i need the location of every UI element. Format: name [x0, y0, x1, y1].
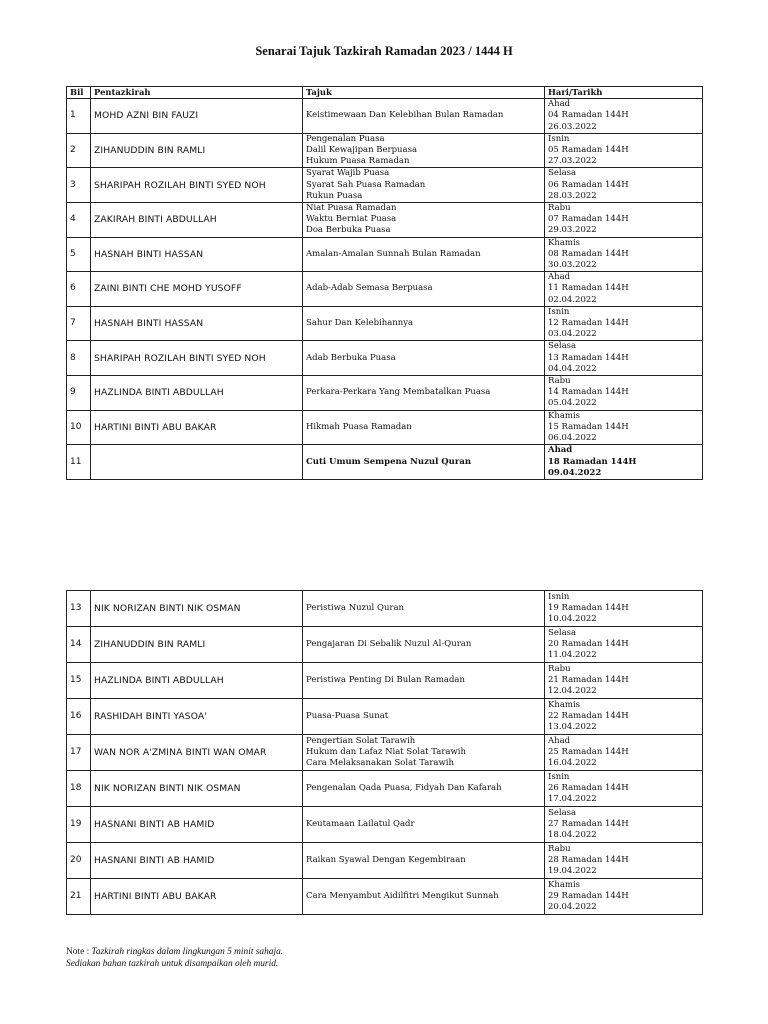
- cell-tajuk: [303, 203, 545, 238]
- cell-tajuk: [303, 843, 545, 879]
- cell-hari-tarikh-line: 11.04.2022: [548, 650, 597, 661]
- cell-hari-tarikh: [545, 272, 703, 307]
- cell-hari-tarikh-line: 06 Ramadan 144H: [548, 179, 629, 190]
- cell-pentazkirah: HARTINI BINTI ABU BAKAR: [91, 410, 303, 445]
- cell-bil: 5: [67, 237, 91, 272]
- cell-tajuk: [303, 807, 545, 843]
- cell-tajuk-line: Keistimewaan Dan Kelebihan Bulan Ramadan: [306, 110, 504, 121]
- cell-hari-tarikh: [545, 203, 703, 238]
- cell-hari-tarikh: [545, 306, 703, 341]
- table-row: [67, 272, 703, 307]
- cell-bil: 8: [67, 341, 91, 376]
- cell-hari-tarikh: [545, 99, 703, 134]
- cell-tajuk-line: Cara Melaksanakan Solat Tarawih: [306, 758, 454, 769]
- cell-hari-tarikh-line: Isnin: [548, 591, 570, 602]
- cell-tajuk: [303, 591, 545, 627]
- note-line-1: Tazkirah ringkas dalam lingkungan 5 minit sahaja.: [91, 947, 284, 957]
- cell-tajuk: [303, 306, 545, 341]
- schedule-body-1: [67, 99, 703, 480]
- header-bil: Bil: [67, 87, 91, 99]
- cell-pentazkirah: RASHIDAH BINTI YASOA': [91, 699, 303, 735]
- cell-pentazkirah: HAZLINDA BINTI ABDULLAH: [91, 376, 303, 411]
- cell-hari-tarikh: [545, 168, 703, 203]
- cell-hari-tarikh-line: 11 Ramadan 144H: [548, 283, 629, 294]
- cell-hari-tarikh-line: Rabu: [548, 376, 571, 387]
- cell-hari-tarikh-line: Khamis: [548, 237, 581, 248]
- schedule-table-1: [66, 86, 703, 480]
- cell-hari-tarikh-line: 05 Ramadan 144H: [548, 145, 629, 156]
- cell-hari-tarikh-line: 28.03.2022: [548, 190, 597, 201]
- cell-pentazkirah: HASNANI BINTI AB HAMID: [91, 807, 303, 843]
- cell-tajuk: [303, 771, 545, 807]
- header-pentazkirah: Pentazkirah: [91, 87, 303, 99]
- cell-bil: 7: [67, 306, 91, 341]
- cell-tajuk-line: Hukum dan Lafaz Niat Solat Tarawih: [306, 746, 466, 757]
- table-row: [67, 376, 703, 411]
- cell-hari-tarikh-line: Ahad: [548, 99, 571, 110]
- cell-bil: 3: [67, 168, 91, 203]
- footnote: [66, 946, 283, 970]
- schedule-body-2: [67, 591, 703, 915]
- cell-tajuk-line: Waktu Berniat Puasa: [306, 214, 397, 225]
- cell-pentazkirah: [91, 445, 303, 480]
- cell-hari-tarikh-line: 15 Ramadan 144H: [548, 421, 629, 432]
- cell-hari-tarikh-line: 05.04.2022: [548, 398, 597, 409]
- cell-hari-tarikh: [545, 771, 703, 807]
- table-row: [67, 237, 703, 272]
- cell-hari-tarikh-line: 09.04.2022: [548, 467, 602, 478]
- cell-hari-tarikh-line: 26 Ramadan 144H: [548, 782, 629, 793]
- table-row: [67, 341, 703, 376]
- cell-bil: 6: [67, 272, 91, 307]
- table-row: [67, 879, 703, 915]
- cell-hari-tarikh-line: 18.04.2022: [548, 830, 597, 841]
- cell-tajuk-line: Rukun Puasa: [306, 190, 363, 201]
- cell-hari-tarikh-line: 20.04.2022: [548, 902, 597, 913]
- cell-tajuk: [303, 699, 545, 735]
- cell-hari-tarikh: [545, 133, 703, 168]
- cell-hari-tarikh-line: 22 Ramadan 144H: [548, 710, 629, 721]
- cell-pentazkirah: ZIHANUDDIN BIN RAMLI: [91, 133, 303, 168]
- cell-tajuk: [303, 879, 545, 915]
- cell-hari-tarikh: [545, 237, 703, 272]
- note-prefix: Note :: [66, 947, 92, 957]
- cell-bil: 11: [67, 445, 91, 480]
- cell-tajuk-line: Perkara-Perkara Yang Membatalkan Puasa: [306, 387, 491, 398]
- cell-pentazkirah: NIK NORIZAN BINTI NIK OSMAN: [91, 771, 303, 807]
- cell-hari-tarikh-line: Isnin: [548, 306, 570, 317]
- cell-pentazkirah: HASNANI BINTI AB HAMID: [91, 843, 303, 879]
- cell-hari-tarikh-line: 21 Ramadan 144H: [548, 674, 629, 685]
- table-row: [67, 771, 703, 807]
- cell-bil: 17: [67, 735, 91, 771]
- cell-hari-tarikh-line: 29 Ramadan 144H: [548, 890, 629, 901]
- cell-hari-tarikh-line: Rabu: [548, 203, 571, 214]
- cell-hari-tarikh: [545, 699, 703, 735]
- table-row: [67, 807, 703, 843]
- cell-bil: 21: [67, 879, 91, 915]
- cell-pentazkirah: SHARIPAH ROZILAH BINTI SYED NOH: [91, 168, 303, 203]
- cell-hari-tarikh-line: Ahad: [548, 445, 573, 456]
- table-row: [67, 627, 703, 663]
- cell-hari-tarikh-line: Rabu: [548, 663, 571, 674]
- cell-pentazkirah: MOHD AZNI BIN FAUZI: [91, 99, 303, 134]
- schedule-table-2: [66, 590, 703, 915]
- cell-tajuk-line: Niat Puasa Ramadan: [306, 203, 397, 214]
- cell-tajuk-line: Pengertian Solat Tarawih: [306, 735, 416, 746]
- cell-hari-tarikh: [545, 627, 703, 663]
- cell-tajuk-line: Adab-Adab Semasa Berpuasa: [306, 283, 433, 294]
- cell-bil: 10: [67, 410, 91, 445]
- cell-hari-tarikh-line: Selasa: [548, 341, 577, 352]
- cell-bil: 9: [67, 376, 91, 411]
- cell-hari-tarikh-line: Selasa: [548, 627, 577, 638]
- cell-tajuk: [303, 376, 545, 411]
- cell-bil: 19: [67, 807, 91, 843]
- cell-hari-tarikh-line: 27.03.2022: [548, 156, 597, 167]
- table-header-row: [67, 87, 703, 99]
- cell-pentazkirah: ZIHANUDDIN BIN RAMLI: [91, 627, 303, 663]
- cell-pentazkirah: HASNAH BINTI HASSAN: [91, 306, 303, 341]
- cell-hari-tarikh-line: 19 Ramadan 144H: [548, 602, 629, 613]
- cell-hari-tarikh-line: Rabu: [548, 843, 571, 854]
- cell-bil: 15: [67, 663, 91, 699]
- cell-hari-tarikh-line: Ahad: [548, 735, 571, 746]
- cell-pentazkirah: ZAINI BINTI CHE MOHD YUSOFF: [91, 272, 303, 307]
- cell-tajuk-line: Pengajaran Di Sebalik Nuzul Al-Quran: [306, 638, 472, 649]
- cell-hari-tarikh-line: Isnin: [548, 133, 570, 144]
- cell-tajuk-line: Amalan-Amalan Sunnah Bulan Ramadan: [306, 248, 481, 259]
- cell-tajuk-line: Pengenalan Qada Puasa, Fidyah Dan Kafarah: [306, 782, 502, 793]
- cell-hari-tarikh-line: 16.04.2022: [548, 758, 597, 769]
- cell-tajuk: [303, 272, 545, 307]
- cell-tajuk: [303, 410, 545, 445]
- cell-tajuk-line: Syarat Sah Puasa Ramadan: [306, 179, 426, 190]
- page-title: Senarai Tajuk Tazkirah Ramadan 2023 / 1444 H: [255, 44, 513, 58]
- cell-tajuk-line: Peristiwa Nuzul Quran: [306, 602, 405, 613]
- cell-tajuk-line: Peristiwa Penting Di Bulan Ramadan: [306, 674, 465, 685]
- table-row: [67, 699, 703, 735]
- cell-hari-tarikh-line: Selasa: [548, 807, 577, 818]
- cell-hari-tarikh-line: 25 Ramadan 144H: [548, 746, 629, 757]
- table-row: [67, 843, 703, 879]
- cell-hari-tarikh: [545, 807, 703, 843]
- cell-tajuk: [303, 627, 545, 663]
- cell-bil: 20: [67, 843, 91, 879]
- table-row: [67, 591, 703, 627]
- cell-tajuk-line: Sahur Dan Kelebihannya: [306, 318, 414, 329]
- cell-tajuk-line: Hikmah Puasa Ramadan: [306, 421, 412, 432]
- cell-hari-tarikh-line: 20 Ramadan 144H: [548, 638, 629, 649]
- cell-bil: 2: [67, 133, 91, 168]
- cell-tajuk-line: Adab Berbuka Puasa: [306, 352, 396, 363]
- cell-hari-tarikh-line: 13.04.2022: [548, 722, 597, 733]
- cell-bil: 14: [67, 627, 91, 663]
- cell-hari-tarikh: [545, 843, 703, 879]
- table-row: [67, 306, 703, 341]
- cell-tajuk-line: Dalil Kewajipan Berpuasa: [306, 145, 418, 156]
- cell-tajuk: [303, 133, 545, 168]
- cell-hari-tarikh-line: 14 Ramadan 144H: [548, 387, 629, 398]
- cell-tajuk: [303, 341, 545, 376]
- cell-hari-tarikh-line: Khamis: [548, 410, 581, 421]
- cell-hari-tarikh-line: 04 Ramadan 144H: [548, 110, 629, 121]
- cell-tajuk: [303, 168, 545, 203]
- cell-hari-tarikh-line: 13 Ramadan 144H: [548, 352, 629, 363]
- cell-bil: 4: [67, 203, 91, 238]
- cell-bil: 18: [67, 771, 91, 807]
- cell-hari-tarikh-line: 08 Ramadan 144H: [548, 248, 629, 259]
- cell-hari-tarikh-line: 28 Ramadan 144H: [548, 854, 629, 865]
- cell-hari-tarikh-line: Selasa: [548, 168, 577, 179]
- cell-tajuk-line: Syarat Wajib Puasa: [306, 168, 390, 179]
- table-row: [67, 445, 703, 480]
- cell-hari-tarikh-line: 30.03.2022: [548, 260, 597, 271]
- cell-hari-tarikh-line: 17.04.2022: [548, 794, 597, 805]
- cell-hari-tarikh: [545, 879, 703, 915]
- cell-pentazkirah: HASNAH BINTI HASSAN: [91, 237, 303, 272]
- cell-tajuk-line: Puasa-Puasa Sunat: [306, 710, 389, 721]
- cell-hari-tarikh-line: 10.04.2022: [548, 614, 597, 625]
- cell-hari-tarikh-line: Khamis: [548, 879, 581, 890]
- cell-hari-tarikh-line: 03.04.2022: [548, 329, 597, 340]
- header-tajuk: Tajuk: [303, 87, 545, 99]
- cell-tajuk-line: Doa Berbuka Puasa: [306, 225, 391, 236]
- table-row: [67, 410, 703, 445]
- table-row: [67, 168, 703, 203]
- cell-hari-tarikh-line: 12.04.2022: [548, 686, 597, 697]
- cell-tajuk: [303, 445, 545, 480]
- cell-hari-tarikh-line: 06.04.2022: [548, 433, 597, 444]
- cell-hari-tarikh-line: 02.04.2022: [548, 294, 597, 305]
- cell-hari-tarikh-line: 29.03.2022: [548, 225, 597, 236]
- cell-pentazkirah: WAN NOR A'ZMINA BINTI WAN OMAR: [91, 735, 303, 771]
- cell-tajuk-line: Hukum Puasa Ramadan: [306, 156, 410, 167]
- cell-hari-tarikh-line: Ahad: [548, 272, 571, 283]
- cell-hari-tarikh: [545, 341, 703, 376]
- table-row: [67, 133, 703, 168]
- table-row: [67, 735, 703, 771]
- cell-hari-tarikh: [545, 591, 703, 627]
- table-row: [67, 663, 703, 699]
- cell-bil: 1: [67, 99, 91, 134]
- cell-hari-tarikh: [545, 445, 703, 480]
- cell-tajuk: [303, 237, 545, 272]
- cell-hari-tarikh-line: Khamis: [548, 699, 581, 710]
- cell-bil: 16: [67, 699, 91, 735]
- cell-hari-tarikh: [545, 735, 703, 771]
- table-row: [67, 203, 703, 238]
- cell-hari-tarikh: [545, 376, 703, 411]
- cell-tajuk: [303, 99, 545, 134]
- cell-tajuk: [303, 735, 545, 771]
- cell-bil: 13: [67, 591, 91, 627]
- cell-hari-tarikh-line: 07 Ramadan 144H: [548, 214, 629, 225]
- cell-pentazkirah: ZAKIRAH BINTI ABDULLAH: [91, 203, 303, 238]
- cell-hari-tarikh: [545, 410, 703, 445]
- cell-tajuk-line: Raikan Syawal Dengan Kegembiraan: [306, 854, 466, 865]
- note-line-2: Sediakan bahan tazkirah untuk disampaikan oleh murid.: [66, 959, 279, 969]
- cell-pentazkirah: HARTINI BINTI ABU BAKAR: [91, 879, 303, 915]
- cell-hari-tarikh-line: 12 Ramadan 144H: [548, 318, 629, 329]
- cell-pentazkirah: NIK NORIZAN BINTI NIK OSMAN: [91, 591, 303, 627]
- table-row: [67, 99, 703, 134]
- cell-hari-tarikh-line: Isnin: [548, 771, 570, 782]
- cell-hari-tarikh-line: 18 Ramadan 144H: [548, 456, 637, 467]
- cell-hari-tarikh: [545, 663, 703, 699]
- cell-hari-tarikh-line: 04.04.2022: [548, 363, 597, 374]
- cell-tajuk-line: Cara Menyambut Aidilfitri Mengikut Sunnah: [306, 890, 499, 901]
- cell-hari-tarikh-line: 26.03.2022: [548, 121, 597, 132]
- cell-pentazkirah: HAZLINDA BINTI ABDULLAH: [91, 663, 303, 699]
- cell-tajuk-line: Pengenalan Puasa: [306, 133, 385, 144]
- cell-hari-tarikh-line: 27 Ramadan 144H: [548, 818, 629, 829]
- cell-pentazkirah: SHARIPAH ROZILAH BINTI SYED NOH: [91, 341, 303, 376]
- cell-tajuk: [303, 663, 545, 699]
- cell-tajuk-line: Cuti Umum Sempena Nuzul Quran: [306, 456, 472, 467]
- cell-hari-tarikh-line: 19.04.2022: [548, 866, 597, 877]
- header-hari-tarikh: Hari/Tarikh: [545, 87, 703, 99]
- cell-tajuk-line: Keutamaan Lailatul Qadr: [306, 818, 415, 829]
